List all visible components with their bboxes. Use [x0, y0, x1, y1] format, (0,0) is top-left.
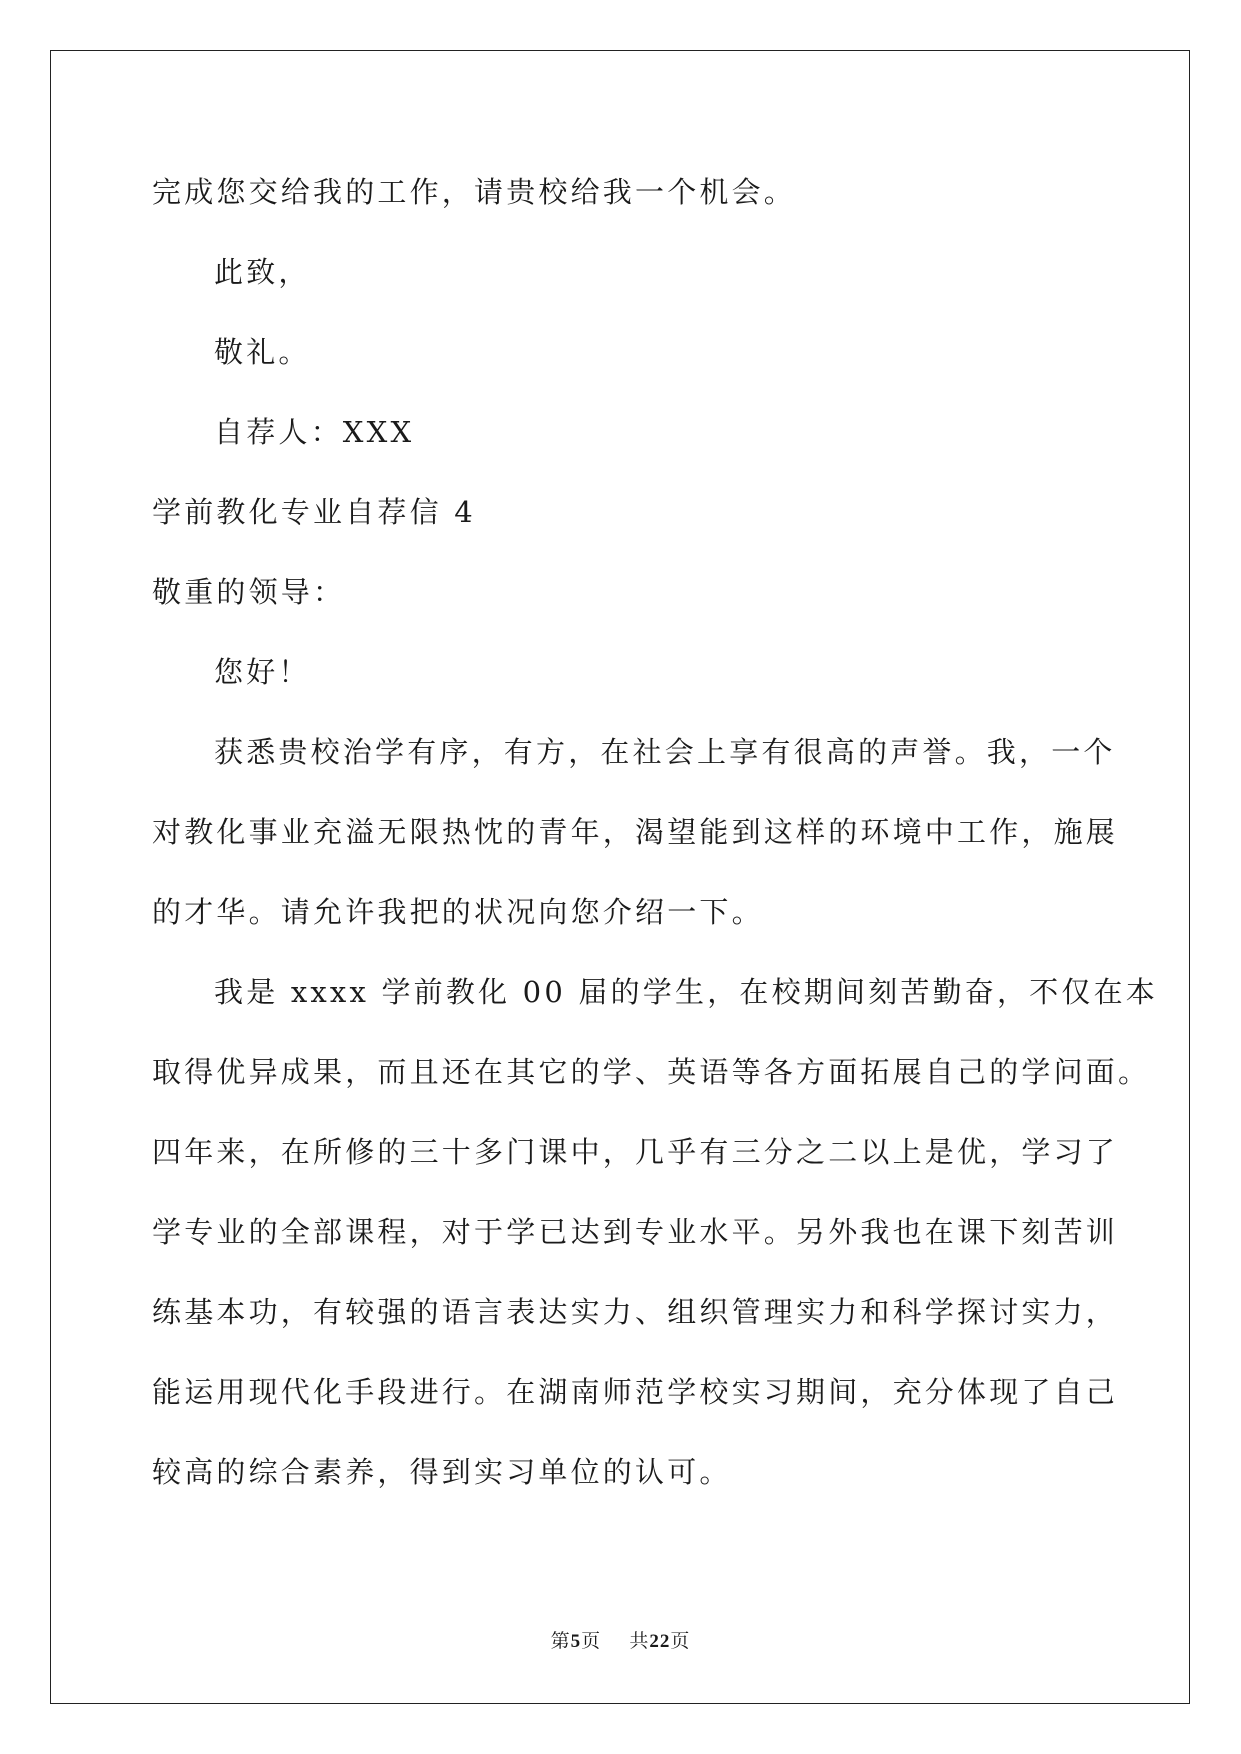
- page-footer: [0, 1628, 1241, 1655]
- text-line: 四年来，在所修的三十多门课中，几乎有三分之二以上是优，学习了: [152, 1135, 1119, 1169]
- closing-salutation: 此致，: [214, 255, 311, 289]
- text-line: 学专业的全部课程，对于学已达到专业水平。另外我也在课下刻苦训: [152, 1215, 1119, 1249]
- page-prefix: 第: [550, 1630, 571, 1652]
- page-number: 5: [570, 1631, 582, 1652]
- total-suffix: 页: [670, 1630, 691, 1652]
- text-line: 的才华。请允许我把的状况向您介绍一下。: [152, 895, 764, 929]
- text-line: 取得优异成果，而且还在其它的学、英语等各方面拓展自己的学问面。: [152, 1055, 1151, 1089]
- text-line: 能运用现代化手段进行。在湖南师范学校实习期间，充分体现了自己: [152, 1375, 1119, 1409]
- text-line: 完成您交给我的工作，请贵校给我一个机会。: [152, 175, 797, 209]
- closing-regards: 敬礼。: [214, 335, 311, 369]
- page-suffix: 页: [581, 1630, 602, 1652]
- signature-line: 自荐人：XXX: [214, 415, 415, 449]
- letter-greeting: 敬重的领导：: [152, 575, 346, 609]
- total-pages: 22: [649, 1631, 671, 1652]
- total-prefix: 共: [629, 1630, 650, 1652]
- section-title: 学前教化专业自荐信 4: [152, 495, 476, 529]
- text-line: 对教化事业充溢无限热忱的青年，渴望能到这样的环境中工作，施展: [152, 815, 1119, 849]
- text-line: 较高的综合素养，得到实习单位的认可。: [152, 1455, 732, 1489]
- text-line: 获悉贵校治学有序，有方，在社会上享有很高的声誉。我，一个: [214, 735, 1116, 769]
- letter-hello: 您好！: [214, 655, 311, 689]
- text-line: 我是 xxxx 学前教化 00 届的学生，在校期间刻苦勤奋，不仅在本: [214, 975, 1158, 1009]
- text-line: 练基本功，有较强的语言表达实力、组织管理实力和科学探讨实力，: [152, 1295, 1119, 1329]
